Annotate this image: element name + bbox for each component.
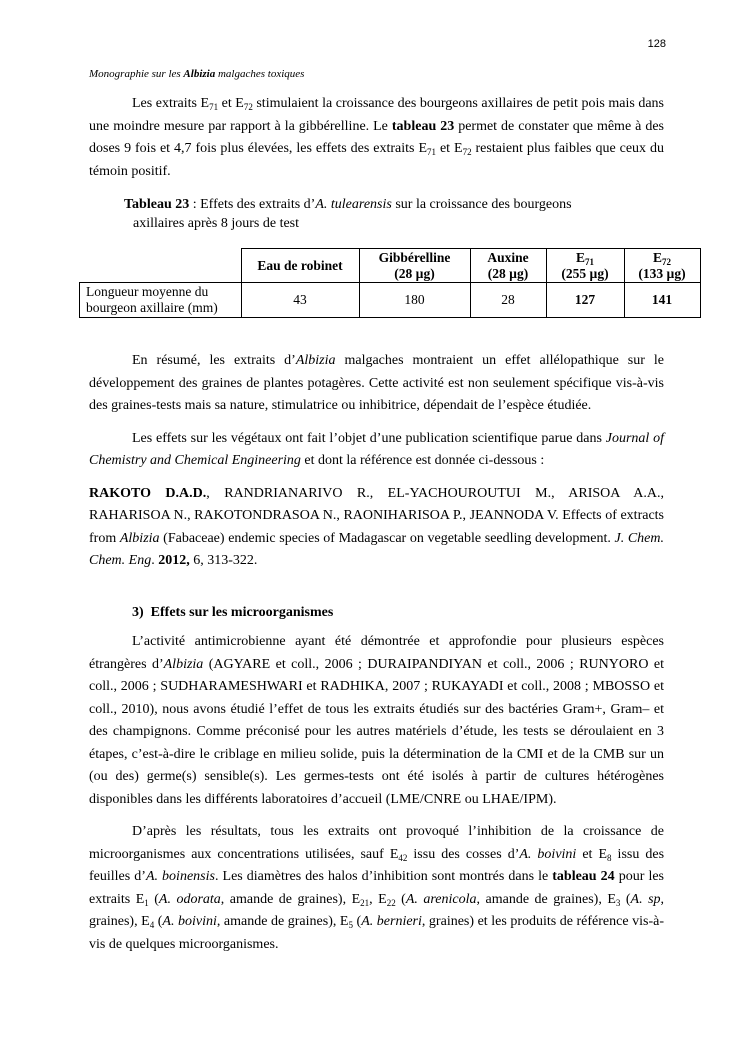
subscript: 5 (348, 920, 353, 930)
table-header-row (80, 249, 701, 283)
header-dose: (133 µg) (638, 265, 686, 281)
subscript: 4 (149, 920, 155, 930)
header-dose: (28 µg) (487, 265, 529, 281)
subscript: 72 (662, 256, 671, 267)
header-gibberelline (359, 249, 470, 283)
publication-year: 2012, (158, 553, 190, 568)
value-eau: 43 (241, 283, 359, 318)
header-text (628, 250, 697, 266)
paragraph-2 (89, 350, 664, 418)
subscript: 72 (462, 147, 472, 157)
header-auxine (470, 249, 546, 283)
value-gibberelline: 180 (359, 283, 470, 318)
table-caption (124, 195, 624, 233)
subscript: 3 (615, 897, 621, 908)
text-run: et E (436, 141, 463, 156)
text-run: . (151, 553, 159, 568)
text-run: restaient plus faibles que ceux du témoin positif. (89, 141, 664, 179)
text-run: , E (369, 891, 387, 907)
text-run: stimulaient la croissance des bourgeons axillaires de petit pois mais dans une moindre mesure par rapport à la gibbérelline. Le (89, 96, 664, 134)
journal-name: Journal of Chemistry and Chemical Engineering (89, 430, 664, 468)
header-dose: (28 µg) (394, 265, 435, 281)
page-number: 128 (647, 38, 666, 50)
text-run: 6, 313-322. (189, 553, 258, 568)
text-run: , amande de graines), E (216, 914, 349, 929)
first-author: RAKOTO D.A.D. (89, 485, 207, 501)
text-run: ( (395, 891, 406, 907)
species-name: A. sp (630, 891, 661, 907)
text-run: Les effets sur les végétaux ont fait l’objet d’une publication scientifique parue dans (132, 430, 606, 446)
header-text: Eau de robinet (257, 257, 343, 273)
text-run: . Les diamètres des halos d’inhibition sont montrés dans le (214, 869, 553, 884)
paragraph-5 (89, 821, 664, 956)
paragraph-4 (89, 631, 664, 811)
body-middle (89, 350, 664, 573)
text-run: issu des feuilles d’ (89, 846, 665, 884)
caption-species: A. tulearensis (315, 197, 392, 212)
header-text: Auxine (487, 249, 529, 265)
text-run: D’après les résultats, tous les extraits ont provoqué l’inhibition de la croissance de microorganismes aux concentrations utilisées, sauf E (89, 824, 664, 862)
row-label (80, 283, 242, 318)
species-name: A. odorata (158, 891, 221, 907)
text-run: sur la croissance des bourgeons (391, 197, 572, 212)
text-run: En résumé, les extraits d’ (132, 353, 296, 368)
journal-abbrev: J. Chem. Chem. Eng (89, 530, 664, 568)
subscript: 71 (585, 256, 594, 267)
text-run: ( (154, 914, 163, 929)
text-run: , amande de graines), E (220, 891, 361, 907)
running-header-genus: Albizia (183, 68, 216, 80)
text-run: (AGYARE et coll., 2006 ; DURAIPANDIYAN et coll., 2006 ; RUNYORO et coll., 2006 ; SUDHARAMESHWARI et RADHIKA, 2007 ; RUKAYADI et coll., 2008 ; MBOSSO et coll., 2010), nous avons étudié l’effet de tous les extraits étudiés sur des bactéries Gram+, Gram– et des champignons. Comme préconisé pour les autres matériels d’étude, les tests se déroulaient en 3 étapes, c’est-à-dire le criblage en milieu solide, puis la détermination de la CMI et de la CMB sur un (ou des) germe(s) sensible(s). Les germes-tests ont été isolés à partir de cultures hétérogènes disponibles dans les différents laboratoires d’accueil (LME/CNRE ou LHAE/IPM). (89, 656, 664, 807)
paragraph-1 (89, 93, 664, 183)
section-title: Effets sur les microorganismes (150, 605, 334, 620)
results-table (79, 248, 701, 318)
species-name: A. boivini (162, 914, 217, 929)
species-name: A. bernieri (361, 914, 422, 929)
text-run: et E (218, 96, 244, 111)
table-corner-cell (80, 249, 242, 283)
text-run: L’activité antimicrobienne ayant été démontrée et approfondie pour plusieurs espèces étrangères d’ (89, 634, 664, 672)
species-name: A. boivini (519, 846, 577, 862)
table-reference: tableau 24 (552, 869, 615, 884)
table-reference: tableau 23 (391, 118, 455, 134)
text-run: : Effets des extraits d’ (189, 197, 316, 212)
text-run: , graines) et les produits de référence vis-à-vis de quelques microorganismes. (89, 914, 664, 952)
subscript: 71 (427, 147, 436, 157)
text-run: , graines), E (89, 891, 665, 929)
header-eau (241, 249, 359, 283)
value-e71: 127 (546, 283, 624, 318)
value-e72: 141 (624, 283, 700, 318)
header-letter: E (575, 249, 585, 265)
text-run: , RANDRIANARIVO R., EL-YACHOUROUTUI M., ARISOA A.A., RAHARISOA N., RAKOTONDRASOA N., RAONIHARISOA P., JEANNODA V. Effects of extracts from (89, 485, 664, 546)
value-auxine: 28 (470, 283, 546, 318)
text-run: malgaches montraient un effet allélopathique sur le développement des graines de plantes potagères. Cette activité est non seulement spécifique vis-à-vis des graines-tests mais sa nature, stimulatrice ou inhibitrice, dépendait de l’espèce étudiée. (89, 353, 664, 413)
caption-line-2: axillaires après 8 jours de test (133, 216, 300, 231)
text-run: issu des cosses d’ (407, 846, 520, 862)
subscript: 42 (398, 852, 408, 863)
row-label-line: Longueur moyenne du (86, 284, 209, 299)
text-run: et dont la référence est donnée ci-dessous : (300, 453, 545, 468)
subscript: 71 (209, 102, 219, 112)
text-run: pour les extraits E (89, 869, 664, 907)
text-run: ( (148, 891, 159, 907)
caption-label: Tableau 23 (124, 197, 190, 212)
species-name: A. arenicola (405, 891, 477, 907)
running-header-prefix: Monographie sur les (89, 68, 184, 80)
subscript: 22 (386, 897, 396, 908)
text-run: (Fabaceae) endemic species of Madagascar on vegetable seedling development. (159, 530, 615, 546)
text-run: permet de constater que même à des doses 9 fois et 4,7 fois plus élevées, les effets des extraits E (89, 118, 665, 156)
subscript: 72 (243, 102, 253, 112)
table-row (80, 283, 701, 318)
genus-name: Albizia (295, 353, 336, 368)
subscript: 21 (360, 897, 370, 908)
subscript: 8 (607, 852, 612, 863)
text-run: , amande de graines), E (476, 891, 616, 907)
row-label-line: bourgeon axillaire (mm) (86, 300, 218, 315)
reference-citation (89, 483, 664, 573)
header-dose: (255 µg) (561, 265, 609, 281)
text-run: et E (576, 846, 608, 862)
genus-name: Albizia (119, 530, 160, 546)
genus-name: Albizia (163, 656, 204, 672)
header-e72 (624, 249, 700, 283)
body-top (89, 93, 664, 183)
section-number: 3) (132, 605, 144, 620)
body-bottom (89, 631, 664, 956)
header-e71 (546, 249, 624, 283)
species-name: A. boinensis (145, 869, 215, 884)
text-run: ( (352, 914, 362, 929)
header-text (550, 250, 621, 266)
paragraph-3 (89, 428, 664, 473)
caption-line-1 (124, 195, 624, 214)
subscript: 1 (144, 897, 149, 908)
text-run: ( (620, 891, 631, 907)
running-header-suffix: malgaches toxiques (215, 68, 305, 80)
text-run: Les extraits E (132, 96, 210, 111)
running-header (89, 68, 304, 80)
header-text: Gibbérelline (378, 249, 451, 265)
section-heading (132, 605, 333, 621)
header-letter: E (652, 249, 662, 265)
